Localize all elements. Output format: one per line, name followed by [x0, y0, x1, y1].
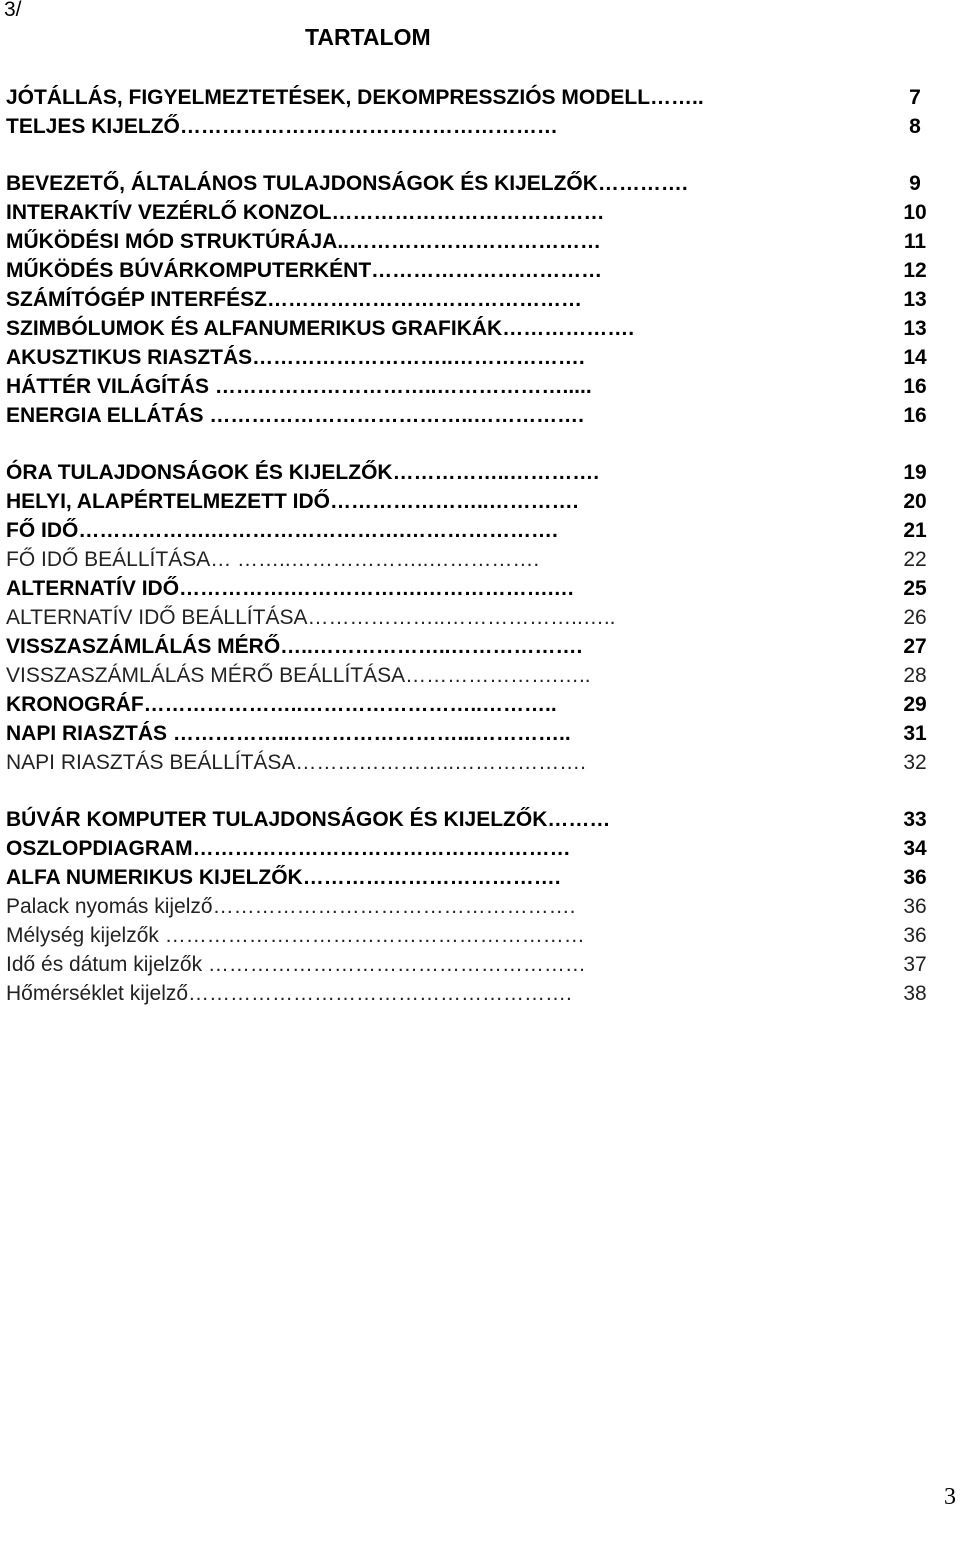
- toc-entry[interactable]: [6, 979, 941, 1008]
- toc-entry-page-number: 16: [903, 404, 927, 427]
- toc-entry[interactable]: [6, 690, 941, 719]
- toc-entry-title: MŰKÖDÉSI MÓD STRUKTÚRÁJA..………………………………: [6, 230, 602, 253]
- toc-entry[interactable]: [6, 314, 941, 343]
- toc-entry-title: BÚVÁR KOMPUTER TULAJDONSÁGOK ÉS KIJELZŐK………: [6, 808, 611, 831]
- toc-entry[interactable]: [6, 603, 941, 632]
- toc-entry-page-number: 36: [903, 924, 927, 947]
- toc-entry-page-number: 25: [903, 577, 927, 600]
- toc-entry-title: NAPI RIASZTÁS ……………..……………………...…………..: [6, 722, 571, 745]
- toc-entry-title: OSZLOPDIAGRAM………………………………………………: [6, 837, 571, 860]
- toc-entry-title: Mélység kijelzők ……………………………………………………: [6, 924, 585, 947]
- toc-entry-page-number: 28: [903, 664, 927, 687]
- toc-entry-title: VISSZASZÁMLÁLÁS MÉRŐ…..………………..……………….: [6, 635, 583, 658]
- toc-entry[interactable]: [6, 748, 941, 777]
- toc-entry[interactable]: [6, 169, 941, 198]
- toc-entry-page-number: 7: [909, 86, 921, 109]
- toc-entry-page-number: 10: [903, 201, 927, 224]
- toc-entry-title: VISSZASZÁMLÁLÁS MÉRŐ BEÁLLÍTÁSA………………….…..: [6, 664, 591, 687]
- toc-entry-page-number: 20: [903, 490, 927, 513]
- toc-entry-title: ALTERNATÍV IDŐ BEÁLLÍTÁSA………………..………………..…..: [6, 606, 616, 629]
- toc-entry-title: HÁTTÉR VILÁGÍTÁS …………………………..……………….....: [6, 375, 592, 398]
- toc-entry-page-number: 19: [903, 461, 927, 484]
- toc-entry[interactable]: [6, 574, 941, 603]
- toc-entry-page-number: 22: [903, 548, 927, 571]
- corner-page-label: 3/: [4, 0, 22, 21]
- toc-entry[interactable]: [6, 661, 941, 690]
- toc-entry[interactable]: [6, 632, 941, 661]
- toc-entry[interactable]: [6, 545, 941, 574]
- toc-entry-page-number: 36: [903, 866, 927, 889]
- toc-entry-title: SZIMBÓLUMOK ÉS ALFANUMERIKUS GRAFIKÁK……………….: [6, 317, 635, 340]
- toc-entry-title: AKUSZTIKUS RIASZTÁS………………………..……………….: [6, 346, 585, 369]
- toc-entry[interactable]: [6, 921, 941, 950]
- toc-entry-title: ÓRA TULAJDONSÁGOK ÉS KIJELZŐK……………..………….: [6, 461, 600, 484]
- toc-entry-title: FŐ IDŐ……………….……………………….………………….: [6, 519, 558, 542]
- toc-entry-page-number: 29: [903, 693, 927, 716]
- toc-entry[interactable]: [6, 863, 941, 892]
- toc-entry[interactable]: [6, 198, 941, 227]
- toc-entry-page-number: 21: [903, 519, 927, 542]
- toc-entry[interactable]: [6, 227, 941, 256]
- toc-entry-title: Palack nyomás kijelző…………………………………………….: [6, 895, 576, 918]
- toc-entry[interactable]: [6, 112, 941, 141]
- toc-entry-page-number: 32: [903, 751, 927, 774]
- toc-entry-page-number: 36: [903, 895, 927, 918]
- toc-entry-page-number: 14: [903, 346, 927, 369]
- toc-entry[interactable]: [6, 834, 941, 863]
- toc-entry[interactable]: [6, 805, 941, 834]
- table-of-contents: [6, 83, 941, 1008]
- toc-entry-page-number: 38: [903, 982, 927, 1005]
- toc-entry-title: SZÁMÍTÓGÉP INTERFÉSZ………………………………………: [6, 288, 582, 311]
- toc-entry-page-number: 9: [909, 172, 921, 195]
- toc-entry-title: ENERGIA ELLÁTÁS ………………………………..…………….: [6, 404, 584, 427]
- toc-entry-title: Hőmérséklet kijelző……………………………………………….: [6, 982, 572, 1005]
- toc-entry[interactable]: [6, 516, 941, 545]
- toc-entry-title: JÓTÁLLÁS, FIGYELMEZTETÉSEK, DEKOMPRESSZIÓS MODELL……..: [6, 86, 704, 109]
- toc-entry-title: INTERAKTÍV VEZÉRLŐ KONZOL…………………………………: [6, 201, 605, 224]
- toc-entry-page-number: 33: [903, 808, 927, 831]
- toc-entry[interactable]: [6, 256, 941, 285]
- toc-entry-title: Idő és dátum kijelzők ………………………………………………: [6, 953, 586, 976]
- toc-entry[interactable]: [6, 458, 941, 487]
- section-spacer: [6, 141, 941, 169]
- toc-entry-title: MŰKÖDÉS BÚVÁRKOMPUTERKÉNT……………………………: [6, 259, 603, 282]
- toc-entry-title: ALTERNATÍV IDŐ…………….……………….……………….…: [6, 577, 575, 600]
- toc-entry-title: HELYI, ALAPÉRTELMEZETT IDŐ…………………..………….: [6, 490, 579, 513]
- toc-entry-title: TELJES KIJELZŐ………………………………………………: [6, 115, 558, 138]
- toc-entry-title: KRONOGRÁF…………………..……………………..………..: [6, 693, 557, 716]
- toc-entry-page-number: 27: [903, 635, 927, 658]
- toc-entry-title: FŐ IDŐ BEÁLLÍTÁSA… ……..………………..…………….: [6, 548, 540, 571]
- toc-entry-page-number: 34: [903, 837, 927, 860]
- toc-entry-page-number: 12: [903, 259, 927, 282]
- section-spacer: [6, 430, 941, 458]
- toc-entry-page-number: 31: [903, 722, 927, 745]
- toc-entry[interactable]: [6, 401, 941, 430]
- toc-entry-title: NAPI RIASZTÁS BEÁLLÍTÁSA…………………..……………….: [6, 751, 586, 774]
- toc-entry-title: ALFA NUMERIKUS KIJELZŐK……………………………….: [6, 866, 561, 889]
- toc-entry[interactable]: [6, 372, 941, 401]
- toc-entry-page-number: 13: [903, 317, 927, 340]
- section-spacer: [6, 777, 941, 805]
- toc-entry-page-number: 11: [903, 230, 927, 253]
- toc-entry-page-number: 13: [903, 288, 927, 311]
- toc-entry[interactable]: [6, 83, 941, 112]
- toc-entry-page-number: 26: [903, 606, 927, 629]
- toc-entry[interactable]: [6, 285, 941, 314]
- page-number: 3: [944, 1484, 956, 1510]
- toc-entry[interactable]: [6, 892, 941, 921]
- toc-entry-title: BEVEZETŐ, ÁLTALÁNOS TULAJDONSÁGOK ÉS KIJELZŐK………….: [6, 172, 688, 195]
- toc-entry-page-number: 37: [903, 953, 927, 976]
- toc-entry[interactable]: [6, 719, 941, 748]
- toc-entry-page-number: 16: [903, 375, 927, 398]
- toc-entry[interactable]: [6, 487, 941, 516]
- page-title: TARTALOM: [305, 24, 431, 50]
- toc-entry-page-number: 8: [909, 115, 921, 138]
- toc-entry[interactable]: [6, 343, 941, 372]
- toc-entry[interactable]: [6, 950, 941, 979]
